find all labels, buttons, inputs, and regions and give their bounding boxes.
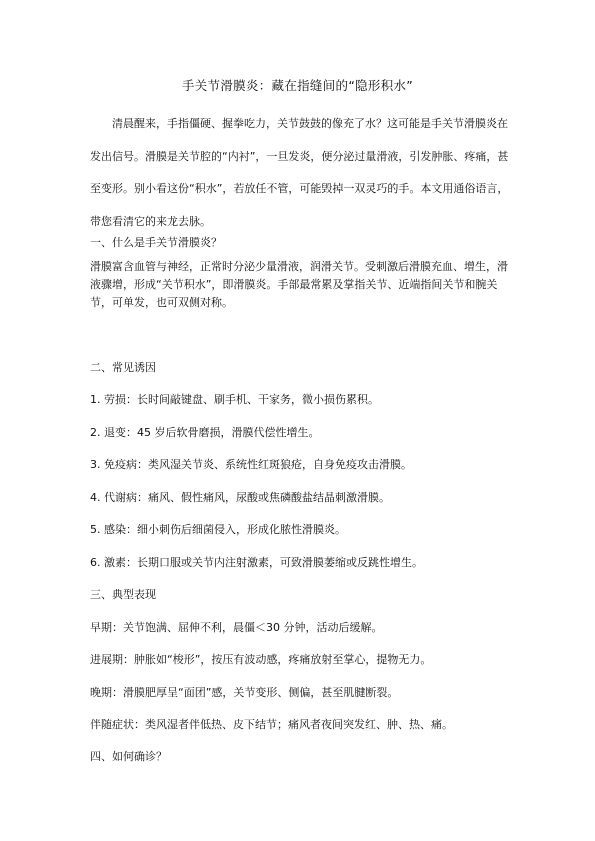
cause-item-2: 2. 退变：45 岁后软骨磨损，滑膜代偿性增生。 [90,426,320,439]
section-heading-3: 三、典型表现 [90,588,156,601]
cause-item-6: 6. 激素：长期口服或关节内注射激素，可致滑膜萎缩或反跳性增生。 [90,556,423,569]
cause-item-1: 1. 劳损：长时间敲键盘、刷手机、干家务，微小损伤累积。 [90,393,379,406]
document-title: 手关节滑膜炎：藏在指缝间的“隐形积水” [181,78,414,93]
symptom-item-3: 晚期：滑膜肥厚呈“面团”感，关节变形、侧偏，甚至肌腱断裂。 [90,686,399,699]
symptom-item-1: 早期：关节饱满、屈伸不利，晨僵＜30 分钟，活动后缓解。 [90,621,383,634]
section-1-paragraph: 滑膜富含血管与神经，正常时分泌少量滑液，润滑关节。受刺激后滑膜充血、增生，滑液骤增，形成“关节积水”，即滑膜炎。手部最常累及掌指关节、近端指间关节和腕关节，可单发，也可双侧对称。 [90,260,508,309]
section-heading-4: 四、如何确诊？ [90,750,167,763]
symptom-item-4: 伴随症状：类风湿者伴低热、皮下结节；痛风者夜间突发红、肿、热、痛。 [90,718,453,731]
cause-item-4: 4. 代谢病：痛风、假性痛风，尿酸或焦磷酸盐结晶刺激滑膜。 [90,491,390,504]
symptom-item-2: 进展期：肿胀如“梭形”，按压有波动感，疼痛放射至掌心，提物无力。 [90,653,432,666]
document-body [90,108,510,763]
cause-item-5: 5. 感染：细小刺伤后细菌侵入，形成化脓性滑膜炎。 [90,523,346,536]
section-heading-2: 二、常见诱因 [90,361,156,374]
cause-item-3: 3. 免疫病：类风湿关节炎、系统性红斑狼疮，自身免疫攻击滑膜。 [90,458,412,471]
section-heading-1: 一、什么是手关节滑膜炎？ [90,236,222,249]
intro-paragraph: 清晨醒来，手指僵硬、握拳吃力，关节鼓鼓的像充了水？这可能是手关节滑膜炎在发出信号。滑膜是关节腔的“内衬”，一旦发炎，便分泌过量滑液，引发肿胀、疼痛，甚至变形。别小看这份“积水”，若放任不管，可能毁掉一双灵巧的手。本文用通俗语言，带您看清它的来龙去脉。 [90,117,509,228]
